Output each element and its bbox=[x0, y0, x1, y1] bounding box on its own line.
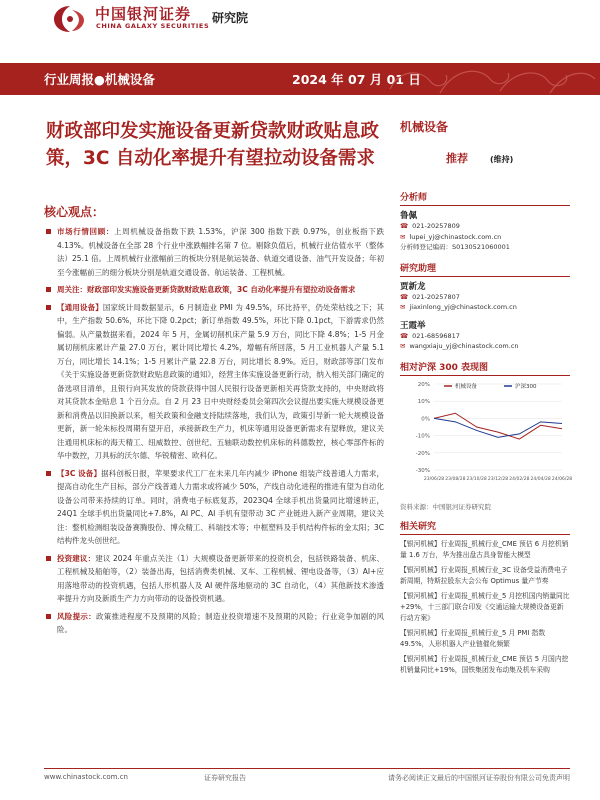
legend-label: 沪深300 bbox=[515, 383, 537, 390]
x-tick-label: 23/06/28 bbox=[423, 476, 445, 482]
related-item[interactable]: 【银河机械】行业周报_机械行业_CME 预估 5 月国内挖机销量同比+19%，国铁集团发布动集及机车采购 bbox=[400, 654, 569, 674]
analyst-phone: ☎ 021-20257809 bbox=[400, 222, 460, 230]
assistant-phone: ☎ 021-20257807 bbox=[400, 292, 460, 301]
category-band bbox=[0, 63, 600, 95]
analyst-section-label: 分析师 bbox=[400, 190, 570, 206]
sidebar bbox=[400, 118, 573, 676]
report-date: 2024 年 07 月 01 日 bbox=[292, 72, 421, 87]
analyst-cert: 分析师登记编码：S0130521060001 bbox=[400, 243, 510, 251]
x-tick-label: 23/10/28 bbox=[466, 476, 487, 482]
assistant-email[interactable]: ✉ jiaxinlong_yj@chinastock.com.cn bbox=[400, 303, 517, 311]
footer-disclaimer: 请务必阅读正文最后的中国银河证券股份有限公司免责声明 bbox=[388, 774, 570, 782]
assistant-email[interactable]: ✉ wangxiaju_yj@chinastock.com.cn bbox=[400, 342, 519, 350]
page-footer bbox=[44, 768, 570, 781]
item-investment-advice: 投资建议：建议 2024 年重点关注（1）大规模设备更新带来的投资机会，包括铁路装备、机床、工程机械及船舶等，（2）装备出海，包括消费类机械、叉车、工程机械、锂电设备等，（3）AI+应用落地带动的投资机遇，包括人形机器人及 AI 硬件落地驱动的 3C 自动化，（4）其他新技术渗透率提升方向及新质生产力方向带动的设备投资机遇。 bbox=[44, 552, 384, 606]
bullet-square-icon bbox=[46, 614, 51, 619]
series-line bbox=[434, 418, 562, 437]
y-tick-label: 0% bbox=[421, 415, 430, 422]
y-tick-label: -30% bbox=[415, 467, 430, 474]
x-tick-label: 24/04/28 bbox=[530, 476, 551, 482]
footer-center: 证券研究报告 bbox=[204, 774, 246, 782]
y-tick-label: -10% bbox=[415, 433, 430, 440]
report-title: 财政部印发实施设备更新贷款财政贴息政策，3C 自动化率提升有望拉动设备需求 bbox=[46, 121, 380, 169]
item-market-review: 市场行情回顾：上周机械设备指数下跌 1.53%，沪深 300 指数下跌 0.97%，创业板指下跌 4.13%。机械设备在全部 28 个行业中涨跌幅排名第 7 位。剔除负值后，机械行业估值水平（整体法）25.1 倍。上周机械行业涨幅前三的板块分别是航运装备、轨道交通设备、油气开发设备；年初至今涨幅前三的细分板块分别是轨道交通设备、航运装备、工程机械。 bbox=[44, 225, 384, 279]
assistant-phone: ☎ 021-68596817 bbox=[400, 331, 460, 340]
related-item[interactable]: 【银河机械】行业周报_机械行业_CME 预估 6 月挖机销量 1.6 万台，华为推出盘古具身智能大模型 bbox=[400, 539, 569, 559]
rating-note: (维持) bbox=[490, 155, 514, 164]
related-item[interactable]: 【银河机械】行业周报_机械行业_5 月 PMI 指数 49.5%，人形机器人产业链催化频繁 bbox=[400, 628, 546, 648]
chart-source: 资料来源：中国银河证券研究院 bbox=[400, 502, 491, 511]
chart-title: 相对沪深 300 表现图 bbox=[400, 360, 570, 376]
logo-name: 中国银河证券 bbox=[95, 5, 192, 23]
relative-performance-chart bbox=[400, 376, 573, 496]
x-tick-label: 24/06/28 bbox=[551, 476, 573, 482]
analyst-email[interactable]: ✉ lupei_yj@chinastock.com.cn bbox=[400, 232, 502, 241]
phone-icon: ☎ bbox=[400, 222, 409, 230]
logo-english: CHINA GALAXY SECURITIES bbox=[96, 22, 210, 30]
core-views bbox=[44, 203, 384, 641]
bullet-square-icon bbox=[46, 305, 51, 310]
phone-icon: ☎ bbox=[400, 331, 409, 340]
analyst-name: 鲁佩 bbox=[400, 211, 418, 221]
email-icon: ✉ bbox=[400, 303, 406, 311]
assistant-name: 王霞举 bbox=[400, 320, 426, 331]
assistant-name: 贾新龙 bbox=[400, 281, 426, 292]
y-tick-label: 10% bbox=[417, 398, 430, 405]
galaxy-logo-icon bbox=[52, 4, 88, 34]
x-tick-label: 23/08/28 bbox=[445, 476, 466, 482]
band-pattern-icon bbox=[380, 63, 600, 95]
institute-label: 研究院 bbox=[212, 11, 249, 25]
email-icon: ✉ bbox=[400, 342, 406, 350]
y-tick-label: -20% bbox=[415, 450, 430, 457]
item-general-equipment: 【通用设备】国家统计局数据显示，6 月制造业 PMI 为 49.5%，环比持平，仍处荣枯线之下；其中，生产指数 50.6%，环比下降 0.2pct；新订单指数 49.5%，环比下降 0.1pct，下游需求仍然偏弱。从产量数据来看，2024 年 5 月，金属切削机床产量 5.9 万台，同比下降 4.8%；1-5 月金属切削机床累计产量 27.0 万台，累计同比增长 4.2%，增幅有所回落，5 月工业机器人产量 5.1 万台，同比增长 14.1%；1-5 月累计产量 22.8 万台，同比增长 8.9%。近日，财政部等部门发布《关于实施设备更新贷款财政贴息政策的通知》，经营主体实施设备更新行动，纳入相关部门确定的备选项目清单，且银行向其发放的贷款获得中国人民银行设备更新相关再贷款支持的，中央财政将对其贷款本金贴息 1 个百分点。自 2 月 23 日中央财经委员会第四次会议提出要实施大规模设备更新和消费品以旧换新以来，相关政策和金融支持陆续落地，我们认为，政策引导新一轮大规模设备更新，新一轮朱标投周期有望开启，承接新政生产力，机床等通用设备更新需求有望释放，建议关注通用机床标的海天精工、纽威数控、创世纪、五轴联动数控机床标的科德数控，核心零部件标的华中数控，刀具标的沃尔德、华锐精密、欧科亿。 bbox=[44, 301, 384, 463]
item-risk-warning: 风险提示：政策推进程度不及预期的风险；制造业投资增速不及预期的风险；行业竞争加剧的风险。 bbox=[44, 610, 384, 637]
item-3c-equipment: 【3C 设备】据科创板日报，苹果要求代工厂在未来几年内减少 iPhone 组装产线普通人力需求，提高自动化生产目标，部分产线普通人力需求或将减少 50%，产线自动化进程的推进有望为自动化设备公司带来持续的订单。同时，消费电子标底复苏，2023Q4 全球手机出货量同比增速转正，24Q1 全球手机出货量同比+7.8%，AI PC、AI 手机有望带动 3C 产业链进入新产业周期，建议关注：整机检测组装设备赛腾股份、博众精工、科瑞技术等；中框塑料及手机结构件标的金太阳；3C 结构件龙头创世纪。 bbox=[44, 467, 384, 548]
bullet-square-icon bbox=[46, 556, 51, 561]
report-category: 行业周报●机械设备 bbox=[44, 72, 155, 87]
related-research-label: 相关研究 bbox=[400, 519, 570, 535]
rating: 推荐 (维持) bbox=[446, 152, 514, 165]
series-line bbox=[434, 413, 562, 439]
related-item[interactable]: 【银河机械】行业周报_机械行业_3C 设备受益消费电子新周期，特斯拉股东大会公布 Optimus 量产节奏 bbox=[400, 565, 568, 585]
legend-label: 机械设备 bbox=[455, 383, 478, 390]
y-tick-label: 20% bbox=[417, 381, 430, 388]
assistant-section-label: 研究助理 bbox=[400, 261, 570, 277]
bullet-square-icon bbox=[46, 471, 51, 476]
bullet-square-icon bbox=[46, 287, 51, 292]
x-tick-label: 24/02/28 bbox=[509, 476, 530, 482]
item-weekly-focus: 周关注：财政部印发实施设备更新贷款财政贴息政策，3C 自动化率提升有望拉动设备需求 bbox=[44, 283, 384, 297]
core-views-label: 核心观点： bbox=[44, 205, 105, 219]
x-tick-label: 23/12/28 bbox=[487, 476, 509, 482]
industry-name: 机械设备 bbox=[400, 120, 449, 134]
phone-icon: ☎ bbox=[400, 292, 409, 301]
related-item[interactable]: 【银河机械】行业周报_机械行业_5 月挖机国内销量同比+29%，十三部门联合印发《交通运输大规模设备更新行动方案》 bbox=[400, 591, 570, 622]
email-icon: ✉ bbox=[400, 232, 406, 241]
bullet-square-icon bbox=[46, 229, 51, 234]
page-header bbox=[0, 0, 600, 40]
footer-site[interactable]: www.chinastock.com.cn bbox=[44, 773, 128, 781]
